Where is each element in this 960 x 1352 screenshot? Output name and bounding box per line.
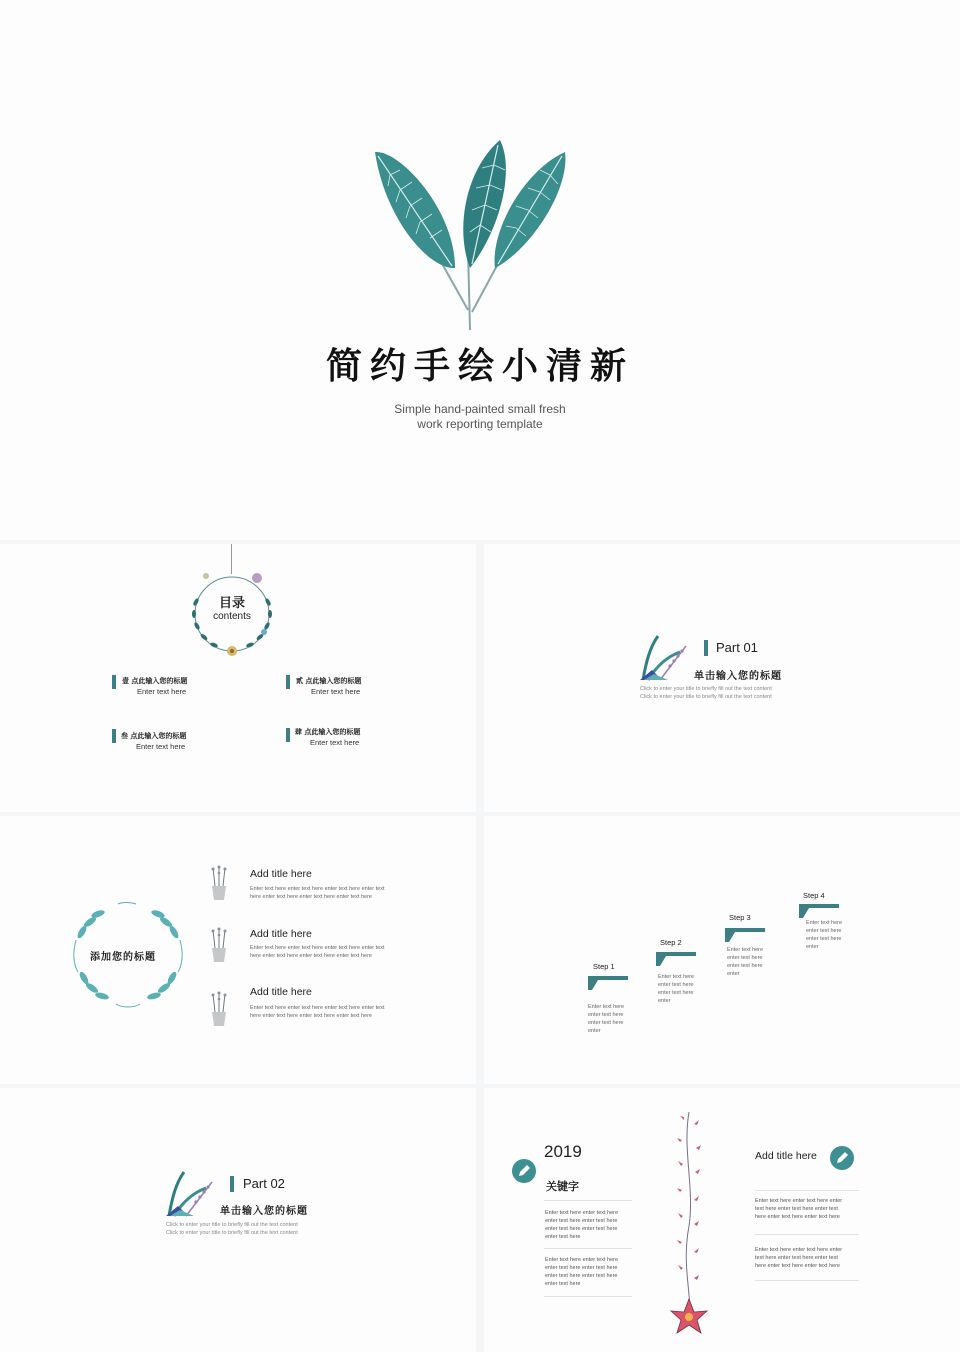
- toc-item-bar: [286, 728, 290, 742]
- right-title[interactable]: Add title here: [755, 1150, 817, 1162]
- toc-item-4[interactable]: [295, 727, 360, 747]
- toc-item-sub: Enter text here: [311, 687, 361, 696]
- divider: [755, 1280, 859, 1281]
- title-slide[interactable]: [0, 0, 960, 540]
- left-text-block[interactable]: [545, 1256, 618, 1288]
- item-body-line: Enter text here enter text here enter text here enter text: [250, 886, 385, 892]
- text-line: enter text here enter text here: [545, 1273, 618, 1279]
- step-line: enter text here: [658, 990, 694, 996]
- step-line: Enter text here: [727, 947, 764, 953]
- item-title[interactable]: Add title here: [250, 868, 312, 880]
- part01-slide[interactable]: [484, 544, 960, 812]
- step-label: Step 2: [660, 938, 682, 947]
- steps-slide[interactable]: [484, 816, 960, 1084]
- item-body: [250, 1004, 420, 1020]
- item-body: [250, 944, 420, 960]
- item-body-line: Enter text here enter text here enter text here enter text: [250, 945, 385, 951]
- toc-item-sub: Enter text here: [137, 687, 187, 696]
- year-keyword-slide[interactable]: [484, 1088, 960, 1352]
- text-line: text here enter text here enter text: [755, 1206, 838, 1212]
- part02-note-line2: Click to enter your title to briefly fill out the text content: [166, 1230, 298, 1236]
- toc-item-bar: [286, 675, 290, 689]
- step-line: enter: [806, 944, 819, 950]
- step-body[interactable]: [658, 973, 708, 1005]
- flower-vine-icon: [664, 1112, 714, 1340]
- divider: [544, 1200, 632, 1201]
- text-line: Enter text here enter text here enter: [755, 1198, 843, 1204]
- plant-corner-icon: [638, 632, 688, 682]
- step-body[interactable]: [727, 946, 777, 978]
- pencil-circle-icon: [512, 1159, 536, 1183]
- part02-title[interactable]: 单击输入您的标题: [220, 1206, 308, 1217]
- toc-wreath-label: [202, 592, 262, 622]
- step-arrow-icon: [588, 976, 628, 990]
- toc-item-title: 肆 点此输入您的标题: [295, 727, 361, 736]
- step-label: Step 4: [803, 891, 825, 900]
- step-line: enter text here: [588, 1012, 624, 1018]
- step-line: enter text here: [727, 955, 763, 961]
- leaf-cluster-icon: [360, 140, 580, 340]
- text-line: enter text here enter text here: [545, 1218, 618, 1224]
- hero-title: 简约手绘小清新: [325, 345, 634, 387]
- hero-subtitle-line1: Simple hand-painted small fresh: [394, 402, 566, 416]
- step-line: Enter text here: [806, 920, 843, 926]
- part02-slide[interactable]: [0, 1088, 476, 1352]
- part01-label: Part 01: [716, 640, 758, 655]
- item-body-line: here enter text here enter text here enter text here: [250, 953, 372, 959]
- item-body-line: here enter text here enter text here enter text here: [250, 894, 372, 900]
- toc-item-title: 叁 点此输入您的标题: [121, 731, 187, 740]
- title-list-slide[interactable]: [0, 816, 476, 1084]
- step-line: enter text here: [806, 928, 842, 934]
- text-line: enter text here enter text here: [545, 1226, 618, 1232]
- part01-title[interactable]: 单击输入您的标题: [694, 671, 782, 682]
- pencil-circle-icon: [830, 1146, 854, 1170]
- text-line: Enter text here enter text here enter: [755, 1247, 843, 1253]
- step-line: Enter text here: [588, 1004, 625, 1010]
- part-marker: [230, 1176, 234, 1192]
- toc-item-3[interactable]: [121, 731, 186, 751]
- hero-subtitle: [0, 402, 960, 432]
- year-label: 2019: [544, 1142, 582, 1161]
- toc-item-bar: [112, 729, 116, 743]
- divider: [755, 1190, 859, 1191]
- divider: [544, 1248, 632, 1249]
- item-title[interactable]: Add title here: [250, 986, 312, 998]
- text-line: text here enter text here enter text: [755, 1255, 838, 1261]
- step-arrow-icon: [656, 952, 696, 966]
- step-line: enter: [727, 971, 740, 977]
- divider: [755, 1234, 859, 1235]
- text-line: here enter text here enter text here: [755, 1263, 840, 1269]
- wreath-title[interactable]: 添加您的标题: [90, 952, 156, 963]
- step-label: Step 1: [593, 962, 615, 971]
- part01-note-line2: Click to enter your title to briefly fill out the text content: [640, 694, 772, 700]
- potted-plant-icon: [208, 862, 230, 902]
- part02-note-line1: Click to enter your title to briefly fill out the text content: [166, 1222, 298, 1228]
- part02-note: [166, 1221, 298, 1237]
- step-line: enter text here: [806, 936, 842, 942]
- toc-subtitle: contents: [213, 611, 251, 622]
- item-title[interactable]: Add title here: [250, 928, 312, 940]
- step-label: Step 3: [729, 913, 751, 922]
- toc-item-sub: Enter text here: [136, 742, 186, 751]
- hero-subtitle-line2: work reporting template: [417, 417, 543, 431]
- text-line: Enter text here enter text here: [545, 1210, 619, 1216]
- toc-item-title: 贰 点此输入您的标题: [296, 676, 362, 685]
- part02-label: Part 02: [243, 1176, 285, 1191]
- keyword-label[interactable]: 关键字: [546, 1180, 579, 1193]
- potted-plant-icon: [208, 988, 230, 1028]
- item-body: [250, 885, 420, 901]
- potted-plant-icon: [208, 924, 230, 964]
- part01-note-line1: Click to enter your title to briefly fill out the text content: [640, 686, 772, 692]
- divider: [544, 1296, 632, 1297]
- text-line: enter text here: [545, 1281, 581, 1287]
- item-body-line: Enter text here enter text here enter text here enter text: [250, 1005, 385, 1011]
- part01-note: [640, 685, 772, 701]
- part-marker: [704, 640, 708, 656]
- text-line: Enter text here enter text here: [545, 1257, 619, 1263]
- text-line: enter text here: [545, 1234, 581, 1240]
- toc-title: 目录: [218, 596, 245, 611]
- step-arrow-icon: [725, 928, 765, 942]
- step-arrow-icon: [799, 904, 839, 918]
- left-text-block[interactable]: [545, 1209, 618, 1241]
- contents-slide[interactable]: [0, 544, 476, 812]
- step-line: enter: [588, 1028, 601, 1034]
- step-body[interactable]: [806, 919, 856, 951]
- step-line: enter text here: [727, 963, 763, 969]
- toc-item-1[interactable]: [122, 676, 187, 696]
- text-line: enter text here enter text here: [545, 1265, 618, 1271]
- item-body-line: here enter text here enter text here enter text here: [250, 1013, 372, 1019]
- toc-item-sub: Enter text here: [310, 738, 360, 747]
- plant-corner-icon: [164, 1168, 214, 1218]
- toc-item-title: 壹 点此输入您的标题: [122, 676, 188, 685]
- toc-item-bar: [112, 675, 116, 689]
- right-text-block[interactable]: [755, 1197, 842, 1221]
- toc-item-2[interactable]: [296, 676, 361, 696]
- step-body[interactable]: [588, 1003, 638, 1035]
- step-line: Enter text here: [658, 974, 695, 980]
- step-line: enter text here: [658, 982, 694, 988]
- step-line: enter: [658, 998, 671, 1004]
- text-line: here enter text here enter text here: [755, 1214, 840, 1220]
- step-line: enter text here: [588, 1020, 624, 1026]
- right-text-block[interactable]: [755, 1246, 842, 1270]
